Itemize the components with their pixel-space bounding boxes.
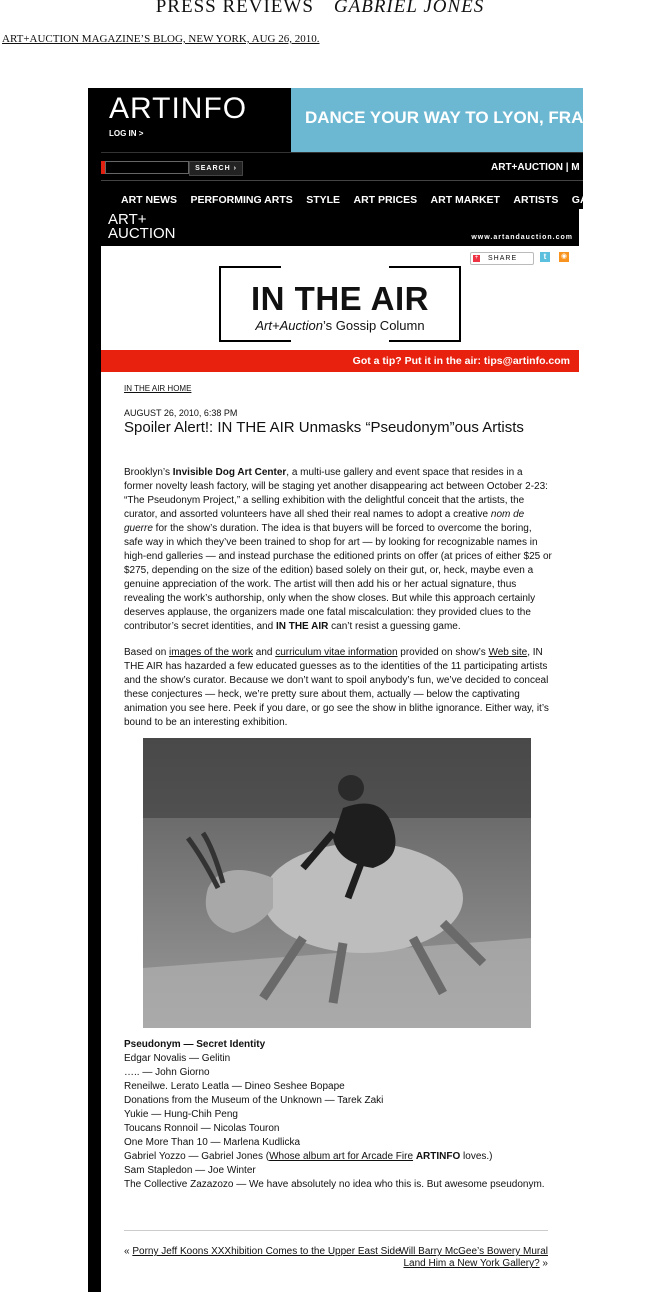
search-bar: [101, 152, 583, 181]
list-item: One More Than 10 — Marlena Kudlicka: [124, 1137, 301, 1148]
art-auction-url[interactable]: www.artandauction.com: [471, 234, 573, 241]
rss-icon[interactable]: ◉: [560, 253, 568, 260]
screenshot-frame: [88, 88, 608, 1292]
list-item: ….. — John Giorno: [124, 1067, 210, 1078]
arcade-fire-link[interactable]: Whose album art for Arcade Fire: [269, 1151, 414, 1162]
document-title: PRESS REVIEWS GABRIEL JONES: [0, 0, 640, 18]
plus-icon: +: [474, 255, 479, 261]
list-item: Reneilwe. Lerato Leatla — Dineo Seshee Bopape: [124, 1081, 345, 1092]
post-date: AUGUST 26, 2010, 6:38 PM: [124, 408, 238, 418]
paragraph-2: Based on images of the work and curriculum vitae information provided on show’s Web site, IN THE AIR has hazarded a few educated guesses as to the identities of the 11 participating artists and the show’s curator. Because we don’t want to spoil anybody’s fun, we’ve decided to conceal these conjectures — heck, we’re pretty sure about them, actually — below the captivating animation you see here. Peek if you dare, or go see the show in blithe ignorance. Either way, it’s bound to be an interesting exhibition.: [124, 647, 549, 728]
column-subtitle: Art+Auction’s Gossip Column: [255, 318, 425, 333]
next-post-link[interactable]: Will Barry McGee’s Bowery Mural Land Him a New York Gallery?: [399, 1246, 548, 1269]
search-input[interactable]: [105, 161, 189, 174]
artist-name: GABRIEL JONES: [333, 0, 485, 17]
search-button[interactable]: SEARCH ›: [189, 161, 243, 176]
divider: [124, 1230, 548, 1231]
nav-art-prices[interactable]: ART PRICES: [353, 194, 418, 206]
nav-artists[interactable]: ARTISTS: [513, 194, 559, 206]
source-line: ART+AUCTION MAGAZINE’S BLOG, NEW YORK, AUG 26, 2010.: [2, 33, 320, 45]
nav-art-market[interactable]: ART MARKET: [430, 194, 500, 206]
previous-post: « Porny Jeff Koons XXXhibition Comes to the Upper East Side: [124, 1246, 401, 1257]
share-button[interactable]: + SHARE: [470, 252, 534, 265]
art-auction-link[interactable]: ART+AUCTION | M: [491, 162, 580, 173]
next-post: Will Barry McGee’s Bowery Mural Land Him a New York Gallery? »: [399, 1246, 548, 1269]
nav-performing-arts[interactable]: PERFORMING ARTS: [190, 194, 293, 206]
cv-link[interactable]: curriculum vitae information: [275, 647, 398, 658]
list-item: Yukie — Hung-Chih Peng: [124, 1109, 238, 1120]
list-item: The Collective Zazazozo — We have absolutely no idea who this is. But awesome pseudonym.: [124, 1179, 545, 1190]
column-title: IN THE AIR: [251, 280, 429, 317]
list-item: Sam Stapledon — Joe Winter: [124, 1165, 256, 1176]
tip-text[interactable]: Got a tip? Put it in the air: tips@artinfo.com: [352, 355, 570, 367]
identity-list: [124, 1038, 552, 1192]
login-link[interactable]: LOG IN >: [109, 129, 144, 138]
art-auction-logo[interactable]: ART+ AUCTION: [108, 211, 176, 242]
ad-banner[interactable]: DANCE YOUR WAY TO LYON, FRA: [291, 88, 583, 152]
paragraph-1: Brooklyn’s Invisible Dog Art Center, a multi-use gallery and event space that resides in a former novelty leash factory, will be staging yet another disappearing act between October 2-23: “The Pseudonym Project,” a selling exhibition with the delightful conceit that the artists, the curator, and assorted volunteers have all shed their real names to adopt a creative nom de guerre for the show’s duration. The idea is that buyers will be forced to overcome the boring, safe way in which they’ve been trained to shop for art — by looking for recognizable names in high-end galleries — and instead purchase the editioned prints on offer (at prices of either $25 or $275, depending on the size of the edition) based solely on their gut, or, heck, maybe even a genuine appreciation of the work. The artist will then add his or her actual signature, thus revealing the work’s authorship, only when the show closes. But while this approach certainly deserves applause, the organizers made one fatal miscalculation: they provided clues to the contributor’s secret identities, and IN THE AIR can’t resist a guessing game.: [124, 467, 552, 632]
list-item: Edgar Novalis — Gelitin: [124, 1053, 231, 1064]
list-item: Toucans Ronnoil — Nicolas Touron: [124, 1123, 280, 1134]
twitter-icon[interactable]: t: [540, 252, 550, 262]
art-auction-banner: [101, 208, 579, 246]
list-item: Donations from the Museum of the Unknown — Tarek Zaki: [124, 1095, 384, 1106]
main-nav: [101, 180, 608, 209]
column-masthead: [219, 266, 461, 342]
images-link[interactable]: images of the work: [169, 647, 253, 658]
list-item-gabriel: Gabriel Yozzo — Gabriel Jones (Whose album art for Arcade Fire ARTINFO loves.): [124, 1151, 493, 1162]
goat-rider-photo: [143, 738, 531, 1028]
nav-galleries[interactable]: GALLE: [571, 194, 608, 206]
tip-bar: [101, 350, 579, 372]
nav-art-news[interactable]: ART NEWS: [121, 194, 177, 206]
post-headline: Spoiler Alert!: IN THE AIR Unmasks “Pseudonym”ous Artists: [124, 419, 524, 436]
site-header: [101, 88, 583, 152]
previous-post-link[interactable]: Porny Jeff Koons XXXhibition Comes to the Upper East Side: [132, 1246, 401, 1257]
column-home-link[interactable]: IN THE AIR HOME: [124, 384, 192, 393]
website-link[interactable]: Web site: [488, 647, 528, 658]
webpage: [101, 88, 608, 1292]
nav-style[interactable]: STYLE: [306, 194, 341, 206]
artinfo-logo[interactable]: ARTINFO: [109, 92, 248, 125]
list-header: Pseudonym — Secret Identity: [124, 1039, 266, 1050]
